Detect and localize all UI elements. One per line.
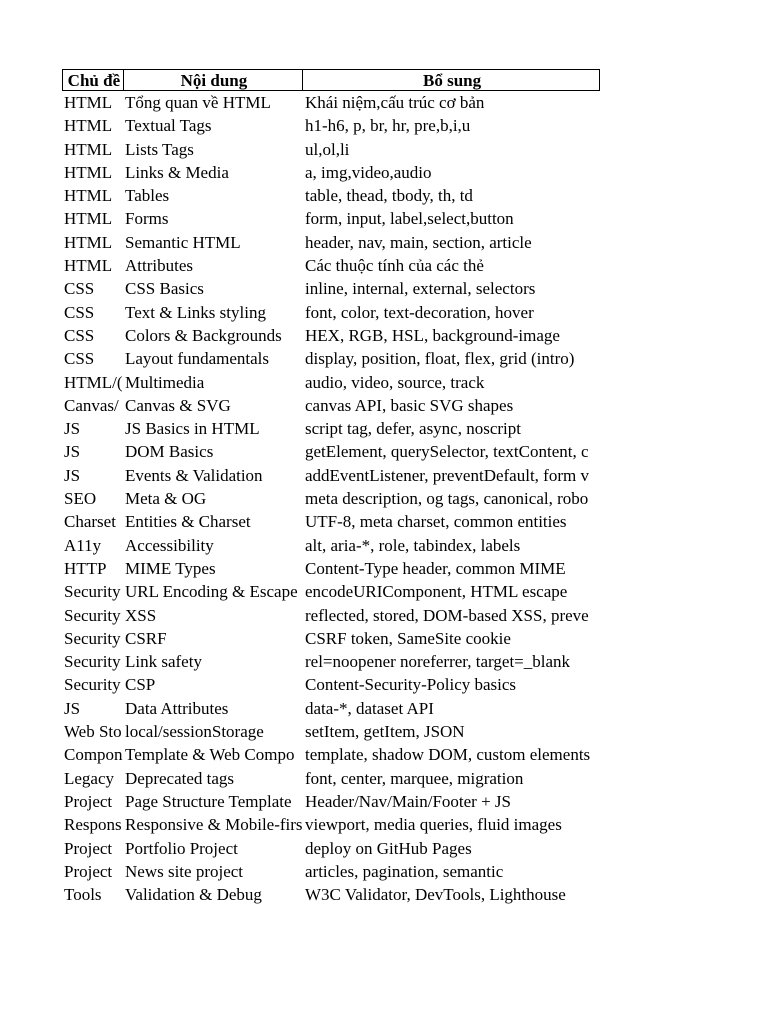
- table-row: [62, 347, 600, 370]
- cell-supplement: alt, aria-*, role, tabindex, labels: [305, 535, 521, 555]
- table-row: [62, 673, 600, 696]
- cell-content: Events & Validation: [125, 465, 263, 485]
- cell-supplement: UTF-8, meta charset, common entities: [305, 512, 567, 532]
- cell-content: Template & Web Compo: [125, 745, 295, 765]
- cell-topic: Security: [64, 605, 121, 625]
- header-cell-topic: Chủ đề: [63, 70, 124, 90]
- table-row: [62, 604, 600, 627]
- cell-content: Layout fundamentals: [125, 349, 269, 369]
- cell-supplement: form, input, label,select,button: [305, 209, 514, 229]
- cell-supplement: viewport, media queries, fluid images: [305, 815, 562, 835]
- table-row: [62, 138, 600, 161]
- table-row: [62, 440, 600, 463]
- table-row: [62, 720, 600, 743]
- table-row: [62, 277, 600, 300]
- cell-supplement: HEX, RGB, HSL, background-image: [305, 325, 560, 345]
- table-row: [62, 114, 600, 137]
- cell-content: MIME Types: [125, 558, 216, 578]
- cell-supplement: data-*, dataset API: [305, 698, 434, 718]
- cell-topic: HTML: [64, 139, 113, 159]
- cell-content: Colors & Backgrounds: [125, 325, 282, 345]
- cell-topic: HTML: [64, 116, 113, 136]
- cell-content: Lists Tags: [125, 139, 194, 159]
- cell-content: Forms: [125, 209, 169, 229]
- table-row: [62, 860, 600, 883]
- cell-topic: Project: [64, 838, 113, 858]
- cell-content: Text & Links styling: [125, 302, 266, 322]
- cell-content: News site project: [125, 861, 244, 881]
- table-row: [62, 767, 600, 790]
- cell-topic: Legacy: [64, 768, 115, 788]
- cell-topic: SEO: [64, 489, 97, 509]
- cell-supplement: canvas API, basic SVG shapes: [305, 395, 514, 415]
- cell-topic: Charset: [64, 512, 116, 532]
- cell-supplement: table, thead, tbody, th, td: [305, 186, 473, 206]
- table-row: [62, 650, 600, 673]
- cell-topic: Web Sto: [64, 722, 122, 742]
- cell-supplement: a, img,video,audio: [305, 162, 432, 182]
- cell-content: Canvas & SVG: [125, 395, 231, 415]
- table-row: [62, 161, 600, 184]
- cell-topic: JS: [64, 465, 81, 485]
- cell-supplement: meta description, og tags, canonical, robo: [305, 489, 589, 509]
- cell-supplement: template, shadow DOM, custom elements: [305, 745, 591, 765]
- cell-topic: CSS: [64, 325, 95, 345]
- table-row: [62, 557, 600, 580]
- cell-supplement: addEventListener, preventDefault, form v: [305, 465, 589, 485]
- cell-supplement: articles, pagination, semantic: [305, 861, 504, 881]
- header-row: [62, 69, 600, 91]
- cell-topic: Security: [64, 675, 121, 695]
- cell-supplement: inline, internal, external, selectors: [305, 279, 536, 299]
- cell-topic: HTML: [64, 162, 113, 182]
- cell-supplement: deploy on GitHub Pages: [305, 838, 472, 858]
- cell-supplement: Khái niệm,cấu trúc cơ bản: [305, 93, 485, 112]
- cell-supplement: Các thuộc tính của các thẻ: [305, 256, 484, 276]
- cell-topic: Security: [64, 628, 121, 648]
- cell-content: local/sessionStorage: [125, 722, 264, 742]
- cell-supplement: setItem, getItem, JSON: [305, 722, 465, 742]
- cell-content: Link safety: [125, 652, 202, 672]
- cell-supplement: Content-Security-Policy basics: [305, 675, 517, 695]
- cell-content: Tables: [125, 186, 170, 206]
- cell-content: Multimedia: [125, 372, 205, 392]
- cell-content: Meta & OG: [125, 489, 207, 509]
- cell-topic: HTTP: [64, 558, 107, 578]
- table-row: [62, 324, 600, 347]
- cell-topic: HTML: [64, 232, 113, 252]
- cell-topic: Project: [64, 861, 113, 881]
- table-row: [62, 837, 600, 860]
- cell-supplement: rel=noopener noreferrer, target=_blank: [305, 652, 571, 672]
- cell-supplement: ul,ol,li: [305, 139, 350, 159]
- cell-topic: A11y: [64, 535, 102, 555]
- table-row: [62, 417, 600, 440]
- cell-topic: HTML/(: [64, 372, 123, 392]
- cell-content: Accessibility: [125, 535, 214, 555]
- cell-content: Responsive & Mobile-firs: [125, 815, 303, 835]
- table-row: [62, 813, 600, 836]
- cell-content: Portfolio Project: [125, 838, 238, 858]
- cell-content: Textual Tags: [125, 116, 212, 136]
- cell-content: Deprecated tags: [125, 768, 235, 788]
- cell-topic: Security: [64, 582, 121, 602]
- cell-content: Semantic HTML: [125, 232, 241, 252]
- table-row: [62, 510, 600, 533]
- table-row: [62, 790, 600, 813]
- cell-topic: JS: [64, 419, 81, 439]
- cell-content: XSS: [125, 605, 157, 625]
- table-row: [62, 627, 600, 650]
- table-row: [62, 697, 600, 720]
- cell-topic: Respons: [64, 815, 122, 835]
- cell-supplement: encodeURIComponent, HTML escape: [305, 582, 568, 602]
- table-row: [62, 743, 600, 766]
- cell-supplement: header, nav, main, section, article: [305, 232, 532, 252]
- cell-supplement: font, center, marquee, migration: [305, 768, 524, 788]
- table-row: [62, 487, 600, 510]
- cell-content: Entities & Charset: [125, 512, 251, 532]
- cell-content: Attributes: [125, 256, 193, 276]
- cell-topic: Tools: [64, 885, 102, 905]
- table-row: [62, 394, 600, 417]
- cell-topic: HTML: [64, 209, 113, 229]
- cell-content: Validation & Debug: [125, 885, 262, 905]
- cell-topic: Security: [64, 652, 121, 672]
- cell-content: CSRF: [125, 628, 167, 648]
- table-row: [62, 464, 600, 487]
- cell-supplement: font, color, text-decoration, hover: [305, 302, 534, 322]
- cell-topic: CSS: [64, 302, 95, 322]
- cell-supplement: getElement, querySelector, textContent, c: [305, 442, 589, 462]
- cell-supplement: h1-h6, p, br, hr, pre,b,i,u: [305, 116, 471, 136]
- cell-supplement: audio, video, source, track: [305, 372, 485, 392]
- cell-supplement: Header/Nav/Main/Footer + JS: [305, 791, 511, 811]
- cell-topic: CSS: [64, 349, 95, 369]
- table-row: [62, 91, 600, 114]
- table-row: [62, 207, 600, 230]
- cell-supplement: script tag, defer, async, noscript: [305, 419, 521, 439]
- cell-content: Data Attributes: [125, 698, 229, 718]
- cell-topic: Compon: [64, 745, 123, 765]
- cell-content: Links & Media: [125, 162, 229, 182]
- table-row: [62, 534, 600, 557]
- table-row: [62, 371, 600, 394]
- cell-supplement: CSRF token, SameSite cookie: [305, 628, 511, 648]
- cell-content: Page Structure Template: [125, 791, 292, 811]
- cell-content: URL Encoding & Escape: [125, 582, 298, 602]
- table-row: [62, 883, 600, 906]
- header-cell-supplement: Bổ sung: [422, 71, 482, 90]
- cell-content: CSS Basics: [125, 279, 204, 299]
- cell-content: Tổng quan về HTML: [125, 93, 271, 112]
- table-body: [62, 91, 600, 906]
- cell-topic: Project: [64, 791, 113, 811]
- cell-supplement: Content-Type header, common MIME: [305, 558, 566, 578]
- cell-topic: HTML: [64, 186, 113, 206]
- table-row: [62, 301, 600, 324]
- table-row: [62, 184, 600, 207]
- cell-topic: CSS: [64, 279, 95, 299]
- cell-topic: Canvas/: [64, 395, 119, 415]
- cell-topic: JS: [64, 698, 81, 718]
- cell-supplement: W3C Validator, DevTools, Lighthouse: [305, 885, 566, 905]
- spreadsheet-table: [62, 69, 600, 906]
- cell-content: DOM Basics: [125, 442, 214, 462]
- cell-topic: JS: [64, 442, 81, 462]
- cell-topic: HTML: [64, 256, 113, 276]
- table-row: [62, 254, 600, 277]
- cell-content: CSP: [125, 675, 156, 695]
- cell-content: JS Basics in HTML: [125, 419, 260, 439]
- cell-supplement: display, position, float, flex, grid (intro): [305, 349, 575, 369]
- cell-supplement: reflected, stored, DOM-based XSS, preve: [305, 605, 589, 625]
- cell-topic: HTML: [64, 93, 113, 112]
- table-row: [62, 231, 600, 254]
- table-row: [62, 580, 600, 603]
- header-cell-content: Nội dung: [124, 70, 303, 90]
